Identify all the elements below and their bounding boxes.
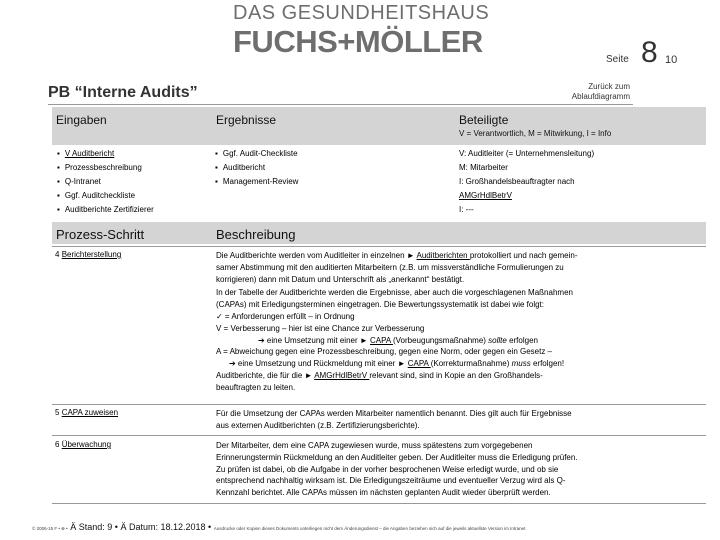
list-item: ▪ Auditberichte Zertifizierer <box>57 203 207 217</box>
row-divider <box>52 404 706 405</box>
prozess-schritt-header: Prozess-Schritt <box>56 227 145 242</box>
title-divider <box>48 104 633 105</box>
role-i1: I: Großhandelsbeauftragter nach <box>459 177 575 186</box>
eingaben-list <box>57 147 207 217</box>
list-item: ▪ Q-Intranet <box>57 175 207 189</box>
role-m: M: Mitarbeiter <box>459 163 508 172</box>
row-divider <box>52 246 706 247</box>
page-title: PB “Interne Audits” <box>48 84 198 101</box>
footer <box>32 522 712 532</box>
company-logo-tagline: DAS GESUNDHEITSHAUS <box>233 2 490 24</box>
amgrhdlbetrv-link[interactable]: AMGrHdlBetrV <box>314 370 370 380</box>
step-6-label[interactable]: 6 Überwachung <box>55 440 112 449</box>
list-item: ▪ Auditbericht <box>215 161 450 175</box>
list-item: ▪ Ggf. Auditcheckliste <box>57 189 207 203</box>
process-header-row <box>52 222 706 244</box>
check-icon <box>216 312 223 321</box>
role-i2: I: --- <box>459 205 474 214</box>
table-header-row <box>52 107 706 145</box>
row-divider <box>52 435 706 436</box>
step-5-label[interactable]: 5 CAPA zuweisen <box>55 408 119 417</box>
page-current: 8 <box>641 36 658 69</box>
ergebnisse-header: Ergebnisse <box>216 113 277 127</box>
footer-disclaimer: Ausdrucke oder Kopien dieses Dokuments unterliegen nicht dem Änderungsdienst – die Angaben beziehen sich auf die jeweils aktuellste Version im Intranet <box>213 526 526 531</box>
step-6-description: Der Mitarbeiter, dem eine CAPA zugewiesen wurde, muss spätestens zum vorgegebenen Erinnerungstermin Rückmeldung an den Auditleiter geben. Der Auditleiter muss die Erledigung prüfen. Zu prüfen ist dabei, ob die Aufgabe in der vorher besprochenen Weise erledigt wurde, und ob sie entsprechend nachhaltig wirksam ist. Die Erledigungszeiträume und eventueller Verzug wird als Q- Kennzahl berichtet. Alle CAPAs müssen im nächsten geplanten Audit wieder überprüft werden. <box>216 441 578 498</box>
role-legend: V = Verantwortlich, M = Mitwirkung, I = Info <box>459 129 612 138</box>
page-label: Seite <box>606 54 629 65</box>
row-divider <box>52 503 706 504</box>
role-v: V: Auditleiter (= Unternehmensleitung) <box>459 149 595 158</box>
footer-stand: Ä Stand: 9 • Ä Datum: 18.12.2018 • <box>70 522 212 532</box>
capa-link[interactable]: CAPA <box>407 359 431 369</box>
footer-copyright: © 2006-15 F • ⊕ • <box>32 526 68 531</box>
company-logo-name: FUCHS+MÖLLER <box>233 24 483 59</box>
list-item: ▪ Ggf. Audit-Checkliste <box>215 147 450 161</box>
back-to-flowchart-link[interactable]: Zurück zum Ablaufdiagramm <box>571 82 630 101</box>
amgrhdlbetrv-link[interactable]: AMGrHdlBetrV <box>459 191 512 200</box>
beteiligte-header: Beteiligte <box>459 113 509 127</box>
beschreibung-header: Beschreibung <box>216 227 296 242</box>
list-item: ▪ Management-Review <box>215 175 450 189</box>
capa-link[interactable]: CAPA <box>370 335 393 345</box>
list-item[interactable]: ▪ V Auditbericht <box>57 147 207 161</box>
step-4-description: Die Auditberichte werden vom Auditleiter in einzelnen ► Auditberichten protokolliert und nach gemein- samer Abstimmung mit den auditierten Mitarbeitern (z.B. um missverständliche Formulierungen zu korrigieren) dann mit Datum und Unterschrift als „anerkannt“ bestätigt. In der Tabelle der Auditberichte werden die Ergebnisse, aber auch die vorgeschlagenen Maßnahmen (CAPAs) mit Erledigungsterminen eingetragen. Die Bewertungssystematik ist dabei wie folgt: ✓ = Anforderungen erfüllt – in Ordnung V = Verbesserung – hier ist eine Chance zur Verbesserung ➔ eine Umsetzung mit einer ► CAPA (Vorbeugungsmaßnahme) sollte erfolgen A = Abweichung gegen eine Prozessbeschreibung, gegen eine Norm, oder gegen ein Gesetz – ➔ eine Umsetzung und Rückmeldung mit einer ► CAPA (Korrekturmaßnahme) muss erfolgen! Auditberichte, die für die ► AMGrHdlBetrV relevant sind, sind in Kopie an den Großhandels- beauftragten zu leiten. <box>216 250 701 394</box>
step-5-description: Für die Umsetzung der CAPAs werden Mitarbeiter namentlich benannt. Dies gilt auch für Ergebnisse aus externen Auditberichten (z.B. Zertifizierungsberichte). <box>216 409 572 430</box>
page-total: 10 <box>665 54 678 66</box>
step-4-label[interactable]: 4 Berichterstellung <box>55 250 122 259</box>
eingaben-header: Eingaben <box>56 113 107 127</box>
list-item: ▪ Prozessbeschreibung <box>57 161 207 175</box>
ergebnisse-list <box>215 147 450 189</box>
auditberichten-link[interactable]: Auditberichten <box>416 251 470 260</box>
beteiligte-list <box>459 147 699 217</box>
